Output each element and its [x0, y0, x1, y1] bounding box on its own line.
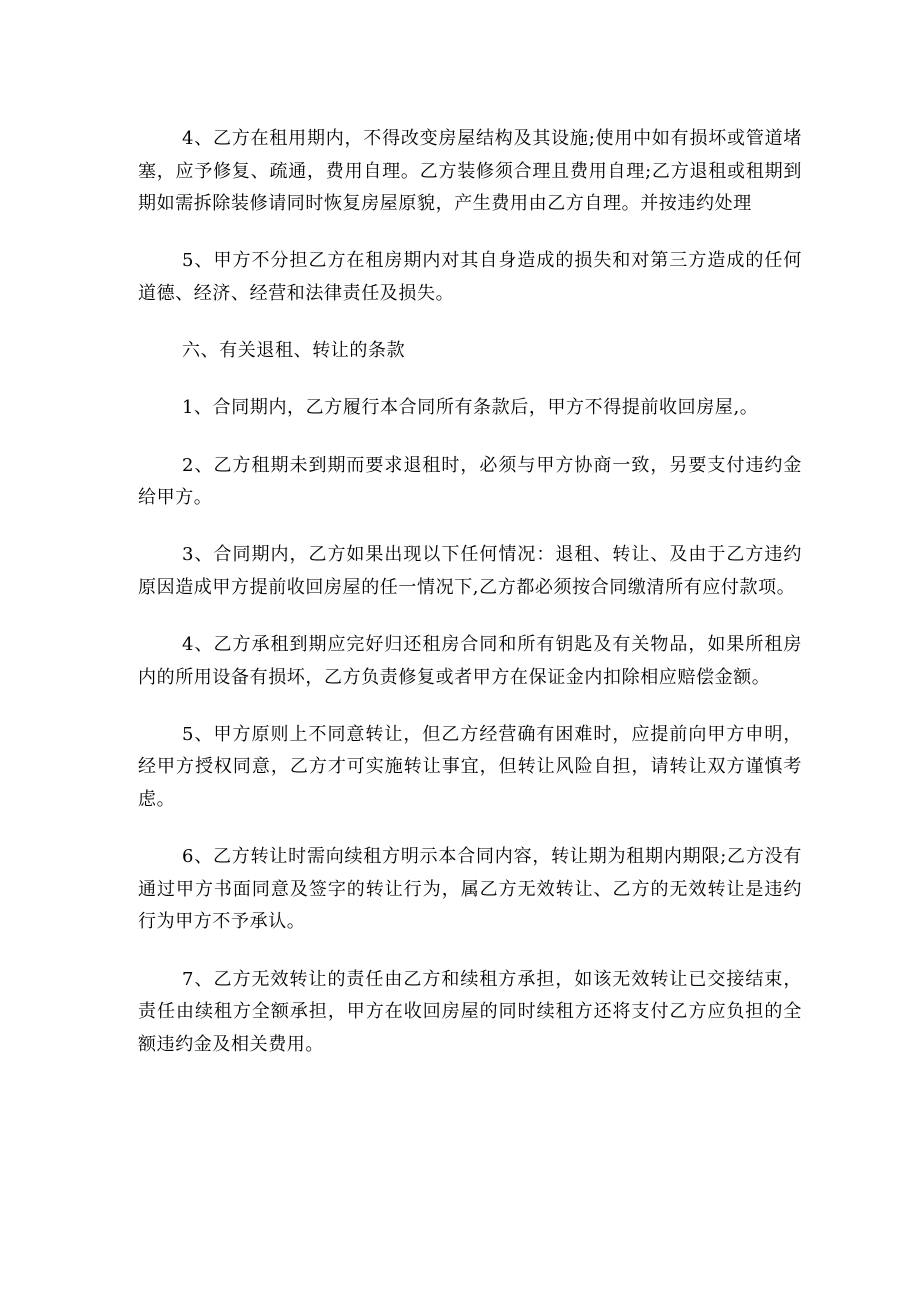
clause-6-6-paragraph: 6、乙方转让时需向续租方明示本合同内容，转让期为租期内期限;乙方没有通过甲方书面同意及签字的转让行为，属乙方无效转让、乙方的无效转让是违约行为甲方不予承认。 — [138, 846, 802, 933]
section-6-heading: 六、有关退租、转让的条款 — [182, 340, 406, 362]
clause-6-2-paragraph: 2、乙方租期未到期而要求退租时，必须与甲方协商一致，另要支付违约金给甲方。 — [138, 454, 802, 509]
clause-6-7-paragraph: 7、乙方无效转让的责任由乙方和续租方承担，如该无效转让已交接结束，责任由续租方全额承担，甲方在收回房屋的同时续租方还将支付乙方应负担的全额违约金及相关费用。 — [138, 968, 802, 1055]
clause-6-3-paragraph: 3、合同期内，乙方如果出现以下任何情况：退租、转让、及由于乙方违约原因造成甲方提前收回房屋的任一情况下,乙方都必须按合同缴清所有应付款项。 — [138, 544, 802, 598]
clause-6-4-paragraph: 4、乙方承租到期应完好归还租房合同和所有钥匙及有关物品，如果所租房内的所用设备有损坏，乙方负责修复或者甲方在保证金内扣除相应赔偿金额。 — [138, 634, 802, 688]
clause-6-5-paragraph: 5、甲方原则上不同意转让，但乙方经营确有困难时，应提前向甲方申明，经甲方授权同意，乙方才可实施转让事宜，但转让风险自担，请转让双方谨慎考虑。 — [138, 723, 802, 811]
clause-5-4-paragraph: 4、乙方在租用期内，不得改变房屋结构及其设施;使用中如有损坏或管道堵塞，应予修复、疏通，费用自理。乙方装修须合理且费用自理;乙方退租或租期到期如需拆除装修请同时恢复房屋原貌，产生费用由乙方自理。并按违约处理 — [138, 128, 802, 215]
clause-5-5-paragraph: 5、甲方不分担乙方在租房期内对其自身造成的损失和对第三方造成的任何道德、经济、经营和法律责任及损失。 — [138, 250, 802, 304]
clause-6-1-paragraph: 1、合同期内，乙方履行本合同所有条款后，甲方不得提前收回房屋,。 — [182, 397, 759, 419]
